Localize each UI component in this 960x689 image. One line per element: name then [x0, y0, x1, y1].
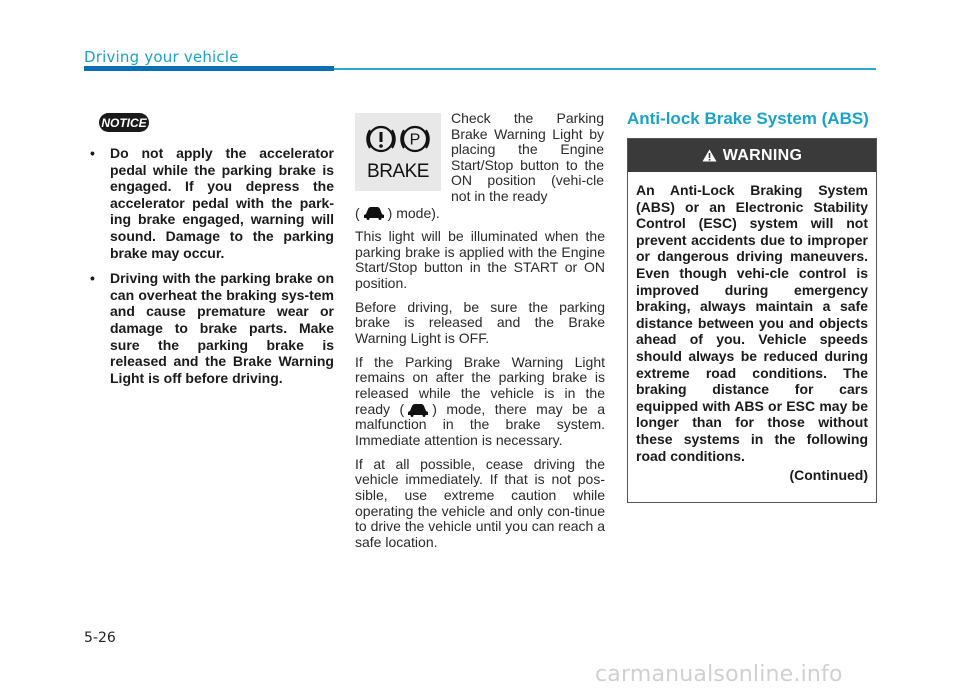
notice-badge: NOTICE: [99, 113, 149, 132]
warning-label: WARNING: [722, 146, 803, 164]
parking-brake-intro: Check the Parking Brake Warning Light by placing the Engine Start/Stop button to the ON position (vehi-cle not in the ready: [451, 110, 604, 204]
section-title: Driving your vehicle: [84, 48, 239, 66]
notice-item: [84, 145, 334, 261]
paragraph: Before driving, be sure the parking brake is released and the Brake Warning Light is OFF.: [355, 298, 605, 346]
notice-item: [84, 270, 334, 386]
page-number: 5-26: [84, 630, 116, 646]
brake-icon-label: BRAKE: [367, 161, 429, 182]
parking-brake-intro-cont: [355, 205, 605, 221]
bullet-icon: •: [90, 270, 95, 287]
warning-triangle-icon: [702, 149, 717, 162]
notice-item-text: Driving with the parking brake on can overheat the braking sys-tem and cause premature wear or damage to brake parts. Make sure the parking brake is released and the Brake Warning Light is off before driving.: [110, 270, 334, 386]
paren-close: ) mode).: [387, 205, 440, 221]
paren-open: (: [355, 205, 360, 221]
notice-item-text: Do not apply the accelerator pedal while the parking brake is engaged. If you depress the accelerator pedal with the park-ing brake engaged, warning will sound. Damage to the parking brake may occur.: [110, 145, 334, 261]
paragraph: This light will be illuminated when the parking brake is applied with the Engine Start/Stop button in the START or ON position.: [355, 228, 605, 291]
continued-label: (Continued): [789, 467, 868, 484]
warning-text: An Anti-Lock Braking System (ABS) or an Electronic Stability Control (ESC) system will not prevent accidents due to improper or dangerous driving maneuvers. Even though vehi-cle control is improved during emergency braking, always maintain a safe distance between you and objects ahead of you. Vehicle speeds should always be reduced during extreme road conditions. The braking distance for cars equipped with ABS or ESC may be longer than for those without these systems in the following road conditions.: [636, 182, 868, 464]
warning-header: [628, 139, 876, 172]
paragraph-part: If the Parking Brake Warning Light remains on after the parking brake is released while the vehicle is in the ready (: [355, 353, 605, 417]
warning-box: [627, 138, 877, 503]
paragraph-part: ) mode, there may be a malfunction in the brake system. Immediate attention is necessary.: [355, 400, 605, 448]
bullet-icon: •: [90, 145, 95, 161]
paragraph: If at all possible, cease driving the vehicle immediately. If that is not pos-sible, use extreme caution while operating the vehicle and only con-tinue to drive the vehicle until you can reach a safe location.: [355, 455, 605, 550]
brake-symbol-icon: [360, 117, 436, 187]
paragraph-malfunction: [355, 355, 605, 449]
ready-car-icon: [407, 403, 429, 417]
header-rule: [334, 68, 876, 70]
header-bar: [84, 66, 334, 71]
parking-brake-warning-icon: [355, 113, 441, 191]
svg-text:P: P: [409, 131, 421, 149]
watermark: carmanualsonline.info: [595, 662, 843, 687]
abs-heading: Anti-lock Brake System (ABS): [627, 109, 869, 128]
notice-list: [84, 145, 334, 395]
parking-brake-paragraphs: [355, 229, 605, 558]
ready-car-icon: [363, 206, 385, 220]
